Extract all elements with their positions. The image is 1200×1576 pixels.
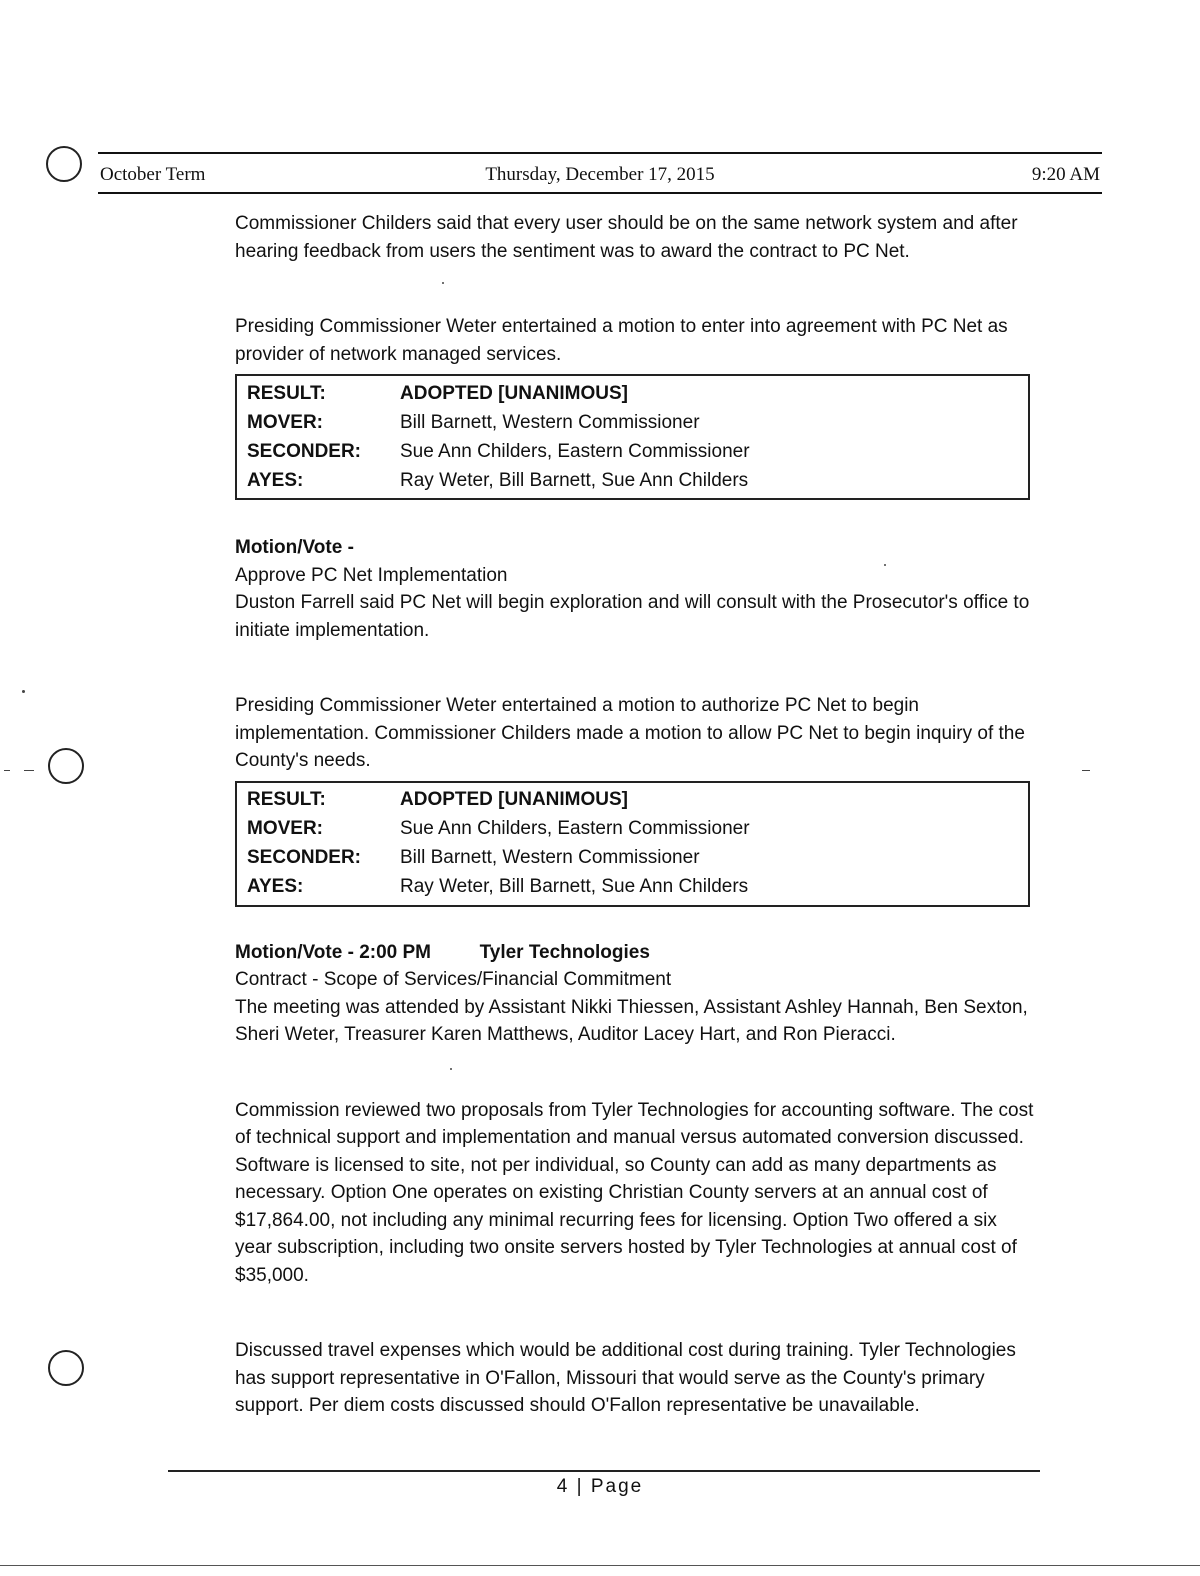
vote-row-result — [247, 786, 1028, 815]
vote-seconder-value: Bill Barnett, Western Commissioner — [400, 847, 700, 869]
vote-seconder-value: Sue Ann Childers, Eastern Commissioner — [400, 440, 750, 462]
punch-hole-middle — [48, 748, 84, 784]
vote-label: MOVER: — [247, 818, 323, 840]
paragraph-attendees: The meeting was attended by Assistant Nikki Thiessen, Assistant Ashley Hannah, Ben Sexton, Sheri Weter, Treasurer Karen Matthews, Auditor Lacey Hart, and Ron Pieracci. — [235, 996, 1028, 1045]
section-heading-motion-vote: Motion/Vote - — [235, 537, 354, 558]
paragraph-motion-authorize: Presiding Commissioner Weter entertained a motion to authorize PC Net to begin implementation. Commissioner Childers made a motion to allow PC Net to begin inquiry of the County's needs. — [235, 695, 1025, 771]
page-number: 4 | Page — [556, 1476, 644, 1497]
section-heading-tyler — [235, 939, 1035, 967]
vote-row-mover — [247, 408, 1028, 437]
vote-label: AYES: — [247, 469, 304, 491]
vote-label: SECONDER: — [247, 440, 362, 462]
paragraph-motion-agreement: Presiding Commissioner Weter entertained a motion to enter into agreement with PC Net as provider of network managed services. — [235, 316, 1008, 365]
page-header — [98, 152, 1102, 194]
scan-mark — [4, 770, 10, 771]
punch-hole-top — [46, 146, 82, 182]
footer-divider — [168, 1470, 1040, 1472]
vote-row-result — [247, 379, 1028, 408]
vote-result-value: ADOPTED [UNANIMOUS] — [400, 789, 628, 811]
vote-ayes-value: Ray Weter, Bill Barnett, Sue Ann Childers — [400, 876, 749, 898]
vote-label: RESULT: — [247, 789, 326, 811]
scan-edge-line — [0, 1565, 1200, 1566]
vote-ayes-value: Ray Weter, Bill Barnett, Sue Ann Childers — [400, 469, 749, 491]
vote-label: SECONDER: — [247, 847, 362, 869]
scan-mark — [1082, 770, 1090, 771]
heading-motion-vote: Motion/Vote - — [235, 941, 354, 963]
vote-mover-value: Bill Barnett, Western Commissioner — [400, 411, 700, 433]
scan-mark — [24, 770, 34, 771]
vote-row-ayes — [247, 873, 1028, 902]
paragraph-proposals: Commission reviewed two proposals from Tyler Technologies for accounting software. The cost of technical support and implementation and manual versus automated conversion discussed. Software is licensed to site, not per individual, so County can add as many departments as necessary. Option One operates on existing Christian County servers at an annual cost of $17,864.00, not including any minimal recurring fees for licensing. Option Two offered a six year subscription, including two onsite servers hosted by Tyler Technologies at annual cost of $35,000. — [235, 1099, 1034, 1286]
header-term: October Term — [100, 164, 206, 185]
header-date: Thursday, December 17, 2015 — [485, 164, 715, 185]
vote-label: AYES: — [247, 876, 304, 898]
vote-label: MOVER: — [247, 411, 323, 433]
vote-result-value: ADOPTED [UNANIMOUS] — [400, 382, 628, 404]
vote-row-seconder — [247, 437, 1028, 466]
header-time: 9:20 AM — [1031, 164, 1100, 185]
paragraph-travel-expenses: Discussed travel expenses which would be additional cost during training. Tyler Technologies has support representative in O'Fallon, Missouri that would serve as the County's primary support. Per diem costs discussed should O'Fallon representative be unavailable. — [235, 1340, 1016, 1416]
minutes-body — [235, 210, 1035, 1420]
vote-mover-value: Sue Ann Childers, Eastern Commissioner — [400, 818, 750, 840]
item-contract-scope: Contract - Scope of Services/Financial Commitment — [235, 969, 672, 990]
vote-row-mover — [247, 815, 1028, 844]
punch-hole-bottom — [48, 1350, 84, 1386]
paragraph-exploration: Duston Farrell said PC Net will begin exploration and will consult with the Prosecutor's office to initiate implementation. — [235, 592, 1030, 641]
scan-speck — [22, 690, 25, 693]
vote-row-ayes — [247, 466, 1028, 495]
vote-row-seconder — [247, 844, 1028, 873]
vote-result-box-1 — [235, 374, 1030, 500]
item-approve-implementation: Approve PC Net Implementation — [235, 564, 508, 586]
paragraph-network-feedback: Commissioner Childers said that every user should be on the same network system and after hearing feedback from users the sentiment was to award the contract to PC Net. — [235, 213, 1018, 262]
vote-result-box-2 — [235, 781, 1030, 907]
heading-vendor: Tyler Technologies — [479, 941, 650, 963]
heading-time: 2:00 PM — [359, 941, 431, 963]
vote-label: RESULT: — [247, 382, 326, 404]
